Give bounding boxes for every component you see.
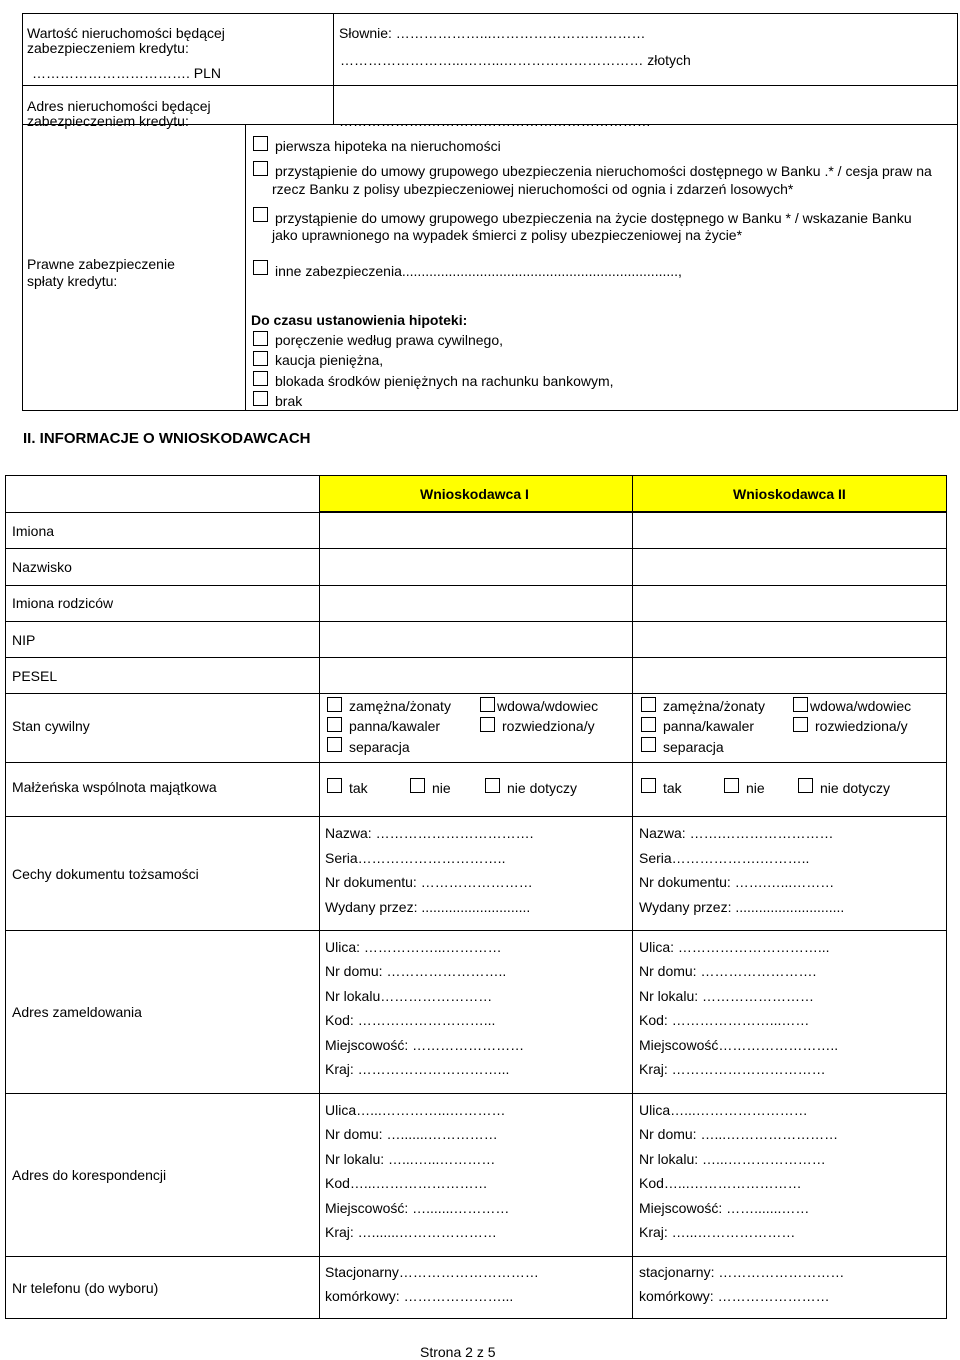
- row-divider: [5, 548, 947, 549]
- a1-widowed-checkbox[interactable]: [480, 697, 495, 712]
- a1-community-na-checkbox[interactable]: [485, 778, 500, 793]
- row-label-corr-address: Adres do korespondencji: [12, 1167, 167, 1183]
- row-divider: [5, 1093, 947, 1094]
- a2-corr-flat-field[interactable]: Nr lokalu: …...…………………: [639, 1151, 826, 1167]
- col-divider: [319, 512, 320, 1319]
- a1-single-checkbox[interactable]: [327, 717, 342, 732]
- a2-divorced-checkbox[interactable]: [793, 717, 808, 732]
- page-number: Strona 2 z 5: [420, 1344, 496, 1360]
- guarantee-label: poręczenie według prawa cywilnego,: [275, 332, 504, 348]
- row-divider: [5, 816, 947, 817]
- a1-id-name-field[interactable]: Nazwa: …………………………….: [325, 825, 534, 841]
- value-label-2: zabezpieczeniem kredytu:: [27, 40, 189, 56]
- life-insurance-label: przystąpienie do umowy grupowego ubezpieczenia na życie dostępnego w Banku * / wskazanie Banku: [275, 210, 912, 226]
- a1-corr-code-field[interactable]: Kod…...……………………: [325, 1175, 488, 1191]
- life-insurance-checkbox[interactable]: [253, 207, 268, 222]
- a1-corr-house-field[interactable]: Nr domu: ….......……………: [325, 1126, 498, 1142]
- a1-id-issuer-field[interactable]: Wydany przez: ............................: [325, 899, 531, 915]
- a1-reg-house-field[interactable]: Nr domu: ……………………..: [325, 963, 507, 979]
- value-pln-field[interactable]: ……………………………. PLN: [32, 65, 222, 81]
- property-insurance-checkbox[interactable]: [253, 161, 268, 176]
- header-bg: [319, 475, 947, 512]
- a2-corr-city-field[interactable]: Miejscowość: …….......……: [639, 1200, 810, 1216]
- address-field[interactable]: ……………….…………………………………………: [339, 113, 651, 129]
- a2-corr-street-field[interactable]: Ulica…...……………………: [639, 1102, 808, 1118]
- divider: [23, 85, 958, 86]
- a1-community-na-label: nie dotyczy: [507, 780, 578, 796]
- row-divider: [5, 693, 947, 694]
- a2-community-no-label: nie: [746, 780, 765, 796]
- row-divider: [5, 585, 947, 586]
- a2-corr-country-field[interactable]: Kraj: …...…………………: [639, 1224, 796, 1240]
- a1-reg-flat-field[interactable]: Nr lokalu……………………: [325, 988, 493, 1004]
- row-divider: [5, 930, 947, 931]
- a1-community-yes-checkbox[interactable]: [327, 778, 342, 793]
- a1-id-number-field[interactable]: Nr dokumentu: ……………………: [325, 874, 533, 890]
- row-label-reg-address: Adres zameldowania: [12, 1004, 142, 1020]
- address-label-2: zabezpieczeniem kredytu:: [27, 113, 189, 129]
- other-security-checkbox[interactable]: [253, 260, 268, 275]
- first-mortgage-label: pierwsza hipoteka na nieruchomości: [275, 138, 501, 154]
- a2-community-yes-checkbox[interactable]: [641, 778, 656, 793]
- value-label: Wartość nieruchomości będącej: [27, 25, 225, 41]
- a2-community-na-label: nie dotyczy: [820, 780, 891, 796]
- life-insurance-label-2: jako uprawnionego na wypadek śmierci z polisy ubezpieczeniowej na życie*: [272, 227, 743, 243]
- a2-divorced-label: rozwiedziona/y: [815, 718, 908, 734]
- a1-widowed-label: wdowa/wdowiec: [497, 698, 599, 714]
- row-label-community: Małżeńska wspólnota majątkowa: [12, 779, 217, 795]
- a2-separation-label: separacja: [663, 739, 724, 755]
- a1-community-no-label: nie: [432, 780, 451, 796]
- security-label-2: spłaty kredytu:: [27, 273, 118, 289]
- a1-reg-city-field[interactable]: Miejscowość: ……………………: [325, 1037, 525, 1053]
- a2-reg-city-field[interactable]: Miejscowość……………………..: [639, 1037, 839, 1053]
- a1-single-label: panna/kawaler: [349, 718, 441, 734]
- a1-married-checkbox[interactable]: [327, 697, 342, 712]
- words-field-2[interactable]: ……………………...……...………………………… złotych: [340, 52, 691, 68]
- a1-community-no-checkbox[interactable]: [410, 778, 425, 793]
- row-label-id-doc: Cechy dokumentu tożsamości: [12, 866, 199, 882]
- a2-id-number-field[interactable]: Nr dokumentu: …….…...………: [639, 874, 835, 890]
- applicant1-header: Wnioskodawca I: [420, 486, 529, 502]
- a2-single-label: panna/kawaler: [663, 718, 755, 734]
- security-label: Prawne zabezpieczenie: [27, 256, 175, 272]
- a2-corr-code-field[interactable]: Kod…...……………………: [639, 1175, 802, 1191]
- none-checkbox[interactable]: [253, 391, 268, 406]
- header-blank: [5, 475, 319, 512]
- a1-community-yes-label: tak: [349, 780, 368, 796]
- row-label-phone: Nr telefonu (do wyboru): [12, 1280, 159, 1296]
- address-label: Adres nieruchomości będącej: [27, 98, 211, 114]
- a2-community-yes-label: tak: [663, 780, 682, 796]
- table-body: [5, 512, 947, 1319]
- a2-widowed-label: wdowa/wdowiec: [810, 698, 912, 714]
- a2-married-label: zamężna/żonaty: [663, 698, 765, 714]
- divider: [245, 124, 246, 411]
- a1-separation-label: separacja: [349, 739, 410, 755]
- row-label-first-names: Imiona: [12, 523, 55, 539]
- row-divider: [5, 621, 947, 622]
- property-insurance-label-2: rzecz Banku z polisy ubezpieczeniowej nieruchomości od ognia i zdarzeń losowych*: [272, 181, 794, 197]
- a2-widowed-checkbox[interactable]: [793, 697, 808, 712]
- a1-reg-country-field[interactable]: Kraj: …………………………...: [325, 1061, 510, 1077]
- row-label-marital: Stan cywilny: [12, 718, 90, 734]
- a2-phone-mobile-field[interactable]: komórkowy: ……………………: [639, 1288, 830, 1304]
- row-label-pesel: PESEL: [12, 668, 58, 684]
- a2-separation-checkbox[interactable]: [641, 737, 656, 752]
- row-divider: [5, 1256, 947, 1257]
- a1-reg-code-field[interactable]: Kod: ………………………...: [325, 1012, 496, 1028]
- a2-phone-landline-field[interactable]: stacjonarny: ………………………: [639, 1264, 845, 1280]
- a2-community-no-checkbox[interactable]: [724, 778, 739, 793]
- blockade-label: blokada środków pieniężnych na rachunku bankowym,: [275, 373, 614, 389]
- a2-id-series-field[interactable]: Seria……………….………..: [639, 850, 810, 866]
- a1-divorced-checkbox[interactable]: [480, 717, 495, 732]
- a1-separation-checkbox[interactable]: [327, 737, 342, 752]
- a2-reg-flat-field[interactable]: Nr lokalu: ……………………: [639, 988, 815, 1004]
- section-title: II. INFORMACJE O WNIOSKODAWCACH: [23, 430, 311, 447]
- a2-id-name-field[interactable]: Nazwa: …….……………………: [639, 825, 834, 841]
- row-divider: [5, 762, 947, 763]
- a1-corr-street-field[interactable]: Ulica…...…………...…………: [325, 1102, 506, 1118]
- none-label: brak: [275, 393, 303, 409]
- a1-reg-street-field[interactable]: Ulica: ……………...…………: [325, 939, 502, 955]
- first-mortgage-checkbox[interactable]: [253, 136, 268, 151]
- row-divider: [5, 657, 947, 658]
- property-insurance-label: przystąpienie do umowy grupowego ubezpieczenia nieruchomości dostępnego w Banku .* / cesja praw na: [275, 163, 932, 179]
- row-label-nip: NIP: [12, 632, 36, 648]
- a1-corr-country-field[interactable]: Kraj: ….......…………………: [325, 1224, 497, 1240]
- deposit-checkbox[interactable]: [253, 351, 268, 366]
- a2-reg-house-field[interactable]: Nr domu: …………………….: [639, 963, 817, 979]
- a2-community-na-checkbox[interactable]: [798, 778, 813, 793]
- until-mortgage-heading: Do czasu ustanowienia hipoteki:: [251, 312, 468, 328]
- a2-reg-country-field[interactable]: Kraj: ……………………………: [639, 1061, 826, 1077]
- a1-phone-mobile-field[interactable]: komórkowy: …………………...: [325, 1288, 514, 1304]
- a2-reg-street-field[interactable]: Ulica: …………………………...: [639, 939, 830, 955]
- a1-corr-city-field[interactable]: Miejscowość: ….......…………: [325, 1200, 510, 1216]
- blockade-checkbox[interactable]: [253, 371, 268, 386]
- a1-corr-flat-field[interactable]: Nr lokalu: …...…...…………: [325, 1151, 496, 1167]
- words-field[interactable]: Słownie: ………………...……………………………: [339, 25, 646, 41]
- deposit-label: kaucja pieniężna,: [275, 352, 384, 368]
- a2-reg-code-field[interactable]: Kod: …………………...……: [639, 1012, 810, 1028]
- applicant2-header: Wnioskodawca II: [733, 486, 846, 502]
- a1-phone-landline-field[interactable]: Stacjonarny…………………………: [325, 1264, 539, 1280]
- a1-id-series-field[interactable]: Seria…………………………..: [325, 850, 506, 866]
- a2-married-checkbox[interactable]: [641, 697, 656, 712]
- col-divider: [632, 512, 633, 1319]
- row-label-parents: Imiona rodziców: [12, 595, 114, 611]
- row-divider: [5, 512, 947, 513]
- a1-married-label: zamężna/żonaty: [349, 698, 451, 714]
- guarantee-checkbox[interactable]: [253, 331, 268, 346]
- a1-divorced-label: rozwiedziona/y: [502, 718, 595, 734]
- divider: [333, 14, 334, 124]
- a2-corr-house-field[interactable]: Nr domu: …...……………………: [639, 1126, 839, 1142]
- a2-id-issuer-field[interactable]: Wydany przez: ............................: [639, 899, 845, 915]
- row-label-surname: Nazwisko: [12, 559, 72, 575]
- divider: [632, 475, 633, 512]
- other-security-label[interactable]: inne zabezpieczenia.......................................................................,: [275, 263, 682, 279]
- a2-single-checkbox[interactable]: [641, 717, 656, 732]
